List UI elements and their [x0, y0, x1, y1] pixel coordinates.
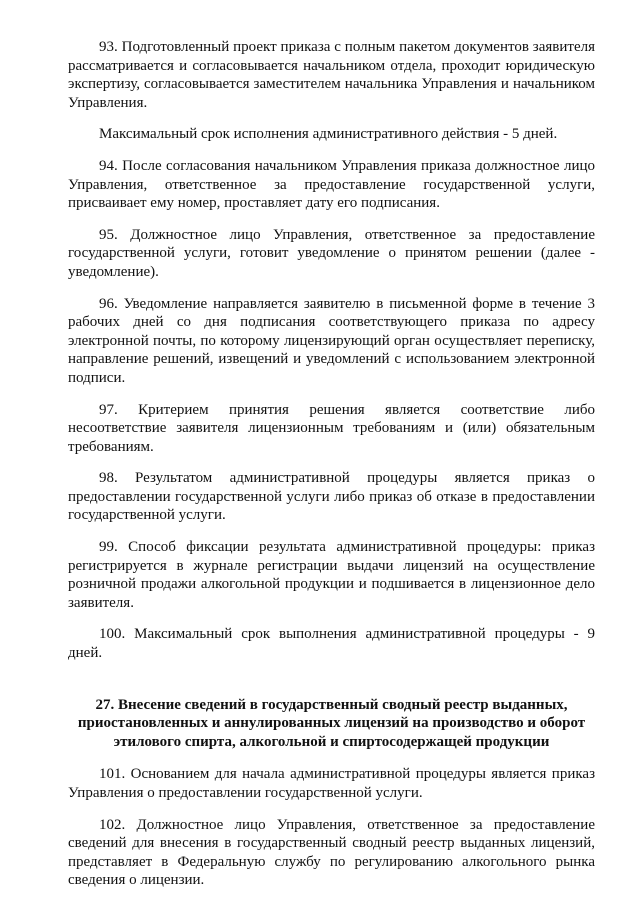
paragraph-98: 98. Результатом административной процедуры является приказ о предоставлении государственной услуги либо приказ об отказе в предоставлении государственной услуги. — [68, 470, 595, 524]
section-spacer — [68, 676, 595, 696]
section-heading-27: 27. Внесение сведений в государственный сводный реестр выданных, приостановленных и аннулированных лицензий на производство и оборот этилового спирта, алкогольной и спиртосодержащей продукции — [77, 696, 586, 750]
paragraph-99: 99. Способ фиксации результата административной процедуры: приказ регистрируется в журнале регистрации выдачи лицензий на осуществление розничной продажи алкогольной продукции и подшивается в лицензионное дело заявителя. — [68, 539, 595, 611]
paragraph-94: 94. После согласования начальником Управления приказа должностное лицо Управления, ответственное за предоставление государственной услуги, присваивает ему номер, проставляет дату его подписания. — [68, 157, 595, 212]
paragraph-96: 96. Уведомление направляется заявителю в письменной форме в течение 3 рабочих дней со дня подписания соответствующего приказа по адресу электронной почты, по которому лицензирующий орган осуществляет переписку, направление решений, извещений и уведомлений с использованием электронной подписи. — [68, 295, 595, 386]
paragraph-97: 97. Критерием принятия решения является соответствие либо несоответствие заявителя лицензионным требованиям и (или) обязательным требованиям. — [68, 401, 595, 455]
paragraph-95: 95. Должностное лицо Управления, ответственное за предоставление государственной услуги, готовит уведомление о принятом решении (далее - уведомление). — [68, 226, 595, 280]
paragraph-93: 93. Подготовленный проект приказа с полным пакетом документов заявителя рассматривается и согласовывается начальником отдела, проходит юридическую экспертизу, согласовывается заместителем начальника Управления и начальником Управления. — [68, 39, 595, 111]
paragraph-102: 102. Должностное лицо Управления, ответственное за предоставление сведений для внесения в государственный сводный реестр выданных лицензий, представляет в Федеральную службу по регулированию алкогольного рынка сведения о лицензии. — [68, 816, 595, 889]
document-page — [68, 38, 595, 903]
paragraph-100: 100. Максимальный срок выполнения административной процедуры - 9 дней. — [68, 626, 595, 662]
paragraph-deadline: Максимальный срок исполнения административного действия - 5 дней. — [99, 126, 558, 143]
paragraph-101: 101. Основанием для начала административной процедуры является приказ Управления о предоставлении государственной услуги. — [68, 766, 595, 801]
